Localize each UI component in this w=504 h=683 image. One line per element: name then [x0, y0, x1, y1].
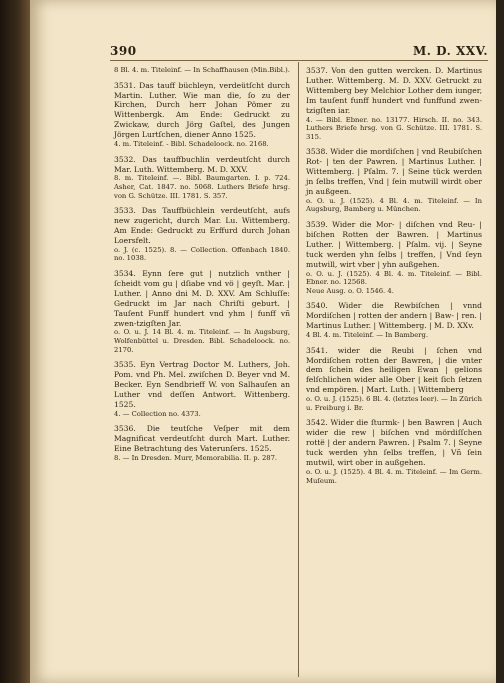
entry-bibliography: 4. m. Titeleinf. - Bibl. Schadeloock. no. 2168.: [114, 140, 269, 149]
entry-title: 3535. Eyn Vertrag Doctor M. Luthers, Joh. Pom. vnd Ph. Mel. zwiſchen D. Beyer vnd M. Becker. Eyn Sendbrieff W. von Salhauſen an Luther vnd deſſen Antwort. Wittenberg. 1525.: [114, 360, 290, 409]
right-column: [306, 66, 482, 491]
entry-title: 3534. Eynn ſere gut | nutzlich vnther | ſcheidt vom gu | dſiabe vnd vö | geyſt. Mar. | Luther. | Anno dni M. D. XXV. Am Schluſſe: Gedruckt im Jar nach Chriſti geburt. | Tauſent Funff hundert vnd yhm | funff vñ zwen-tzigſten Jar.: [114, 269, 290, 328]
entry-title: 3536. Die teutſche Veſper mit dem Magnificat verdeutſcht durch Mart. Luther. Eine Betrachtung des Vaterunſers. 1525.: [114, 424, 290, 454]
entry-bibliography: 8. m. Titeleinf. —. Bibl. Baumgarten. I. p. 724. Asher, Cat. 1847. no. 5068. Luthers Briefe hrsg. von G. Schütze. III. 1781. S. 357.: [114, 174, 290, 200]
header-rule: [110, 60, 488, 61]
entry-bibliography: o. O. u. J. (1525). 4 Bl. 4. m. Titeleinf. — Im Germ. Muſeum.: [306, 467, 482, 485]
entry-title: 3540. Wider die Rewbiſchen | vnnd Mordiſchen | rotten der andern | Baw- | ren. | Martinus Luther. | Wittemberg. | M. D. XXv.: [306, 301, 482, 331]
book-spine: [0, 0, 30, 683]
entry-bibliography: 4 Bl. 4. m. Titeleinf. — In Bamberg.: [306, 331, 428, 340]
entry-3534: [114, 269, 290, 354]
column-divider: [298, 62, 299, 677]
entry-bibliography: o. J. (c. 1525). 8. — Collection. Offenbach 1840. no. 1038.: [114, 245, 290, 263]
entry-3539: [306, 220, 482, 295]
entry-3531: [114, 81, 290, 149]
entry-title: 3537. Von den gutten wercken. D. Martinus Luther. Wittemberg. M. D. XXV. Getruckt zu Wittemberg bey Melchior Lother dem iunger, Im tauſent funff hundert vnd funffund zwen-tzigſten iar.: [306, 66, 482, 115]
entry-title: 3542. Wider die ſturmk- | ben Bawren | Auch wider die rew | biſchen vnd mördiſſchen rottë | der andern Pawren. | Psalm 7. | Seyne tuck werden yhn ſelbs treffen, | Vñ ſein mutwil, wirt ober in außgehen.: [306, 418, 482, 467]
page-number: 390: [110, 44, 137, 58]
entry-3541: [306, 346, 482, 413]
entry-bibliography: 4. — Bibl. Ebner. no. 13177. Hirsch. II. no. 343. Luthers Briefe hrsg. von G. Schütze. III. 1781. S. 315.: [306, 115, 482, 141]
entry-bibliography: 4. — Collection no. 4373.: [114, 409, 201, 418]
entry-3535: [114, 360, 290, 418]
entry-bibliography: o. O. u. J. (1525). 4 Bl. 4. m. Titeleinf. — In Augsburg, Bamberg u. München.: [306, 196, 482, 214]
entry-3533: [114, 206, 290, 263]
entry-3540: [306, 301, 482, 339]
entry-bibliography: 8. — In Dresden. Murr, Memorabilia. II. p. 287.: [114, 454, 278, 463]
book-page: [30, 0, 496, 683]
entry-title: 3538. Wider die mordiſchen | vnd Reubiſchen Rot- | ten der Pawren. | Martinus Luther. | Wittemberg. | Pſalm. 7. | Seine tück werden jn ſelbs treffen, Vnd | ſein mutwill wirdt ober jn außgeen.: [306, 147, 482, 196]
entry-3542: [306, 418, 482, 485]
entry-title: 3532. Das tauffbuchlin verdeutſcht durch Mar. Luth. Wittemberg. M. D. XXV.: [114, 154, 290, 174]
entry-bibliography: o. O. u. J. (1525). 6 Bl. 4. (letztes leer). — In Zürich u. Freiburg i. Br.: [306, 395, 482, 412]
entry-title: 3531. Das tauff büchleyn, verdeütſcht durch Martin. Luther. Wie man die, ſo zu der Kirchen, Durch herr Johan Pömer zu Wittenbergk. Am Ende: Gedruckt zu Zwickaw, durch Jörg Gaſtel, des Jungen Jörgen Lurtſchen, diener Anno 1525.: [114, 80, 290, 140]
entry-3537: [306, 66, 482, 141]
carryover-note: [114, 66, 290, 75]
entry-3538: [306, 147, 482, 214]
entry-3536: [114, 424, 290, 462]
entry-bibliography: o. O. u. J. (1525). 4 Bl. 4. m. Titeleinf. — Bibl. Ebner. no. 12568.: [306, 269, 482, 287]
entry-3532: [114, 155, 290, 201]
running-head: M. D. XXV.: [413, 44, 488, 58]
entry-title: 3533. Das Tauffbüchlein verdeutſcht, aufs new zugericht, durch Mar. Lu. Wittemberg. Am Ende: Gedruckt zu Erffurd durch Johan Loersfelt.: [114, 206, 290, 245]
left-column: [114, 66, 290, 469]
carryover-text: 8 Bl. 4. m. Titeleinf. — In Schaffhausen (Min.Bibl.).: [114, 66, 290, 74]
entry-title: 3541. wider die Reubi | ſchen vnd Mordiſchen rotten der Bawren, | die vnter dem ſchein des heiligen Ewan | gelions felſchlichen wider alle Ober | keit ſich ſetzen vnd empören. | Mart. Luth. | Wittemberg: [306, 345, 482, 395]
entry-bibliography: o. O. u. J. 14 Bl. 4. m. Titeleinf. — In Augsburg, Wolfenbüttel u. Dresden. Bibl. Schadeloock. no. 2170.: [114, 328, 290, 354]
entry-title: 3539. Wider die Mor- | diſchen vnd Reu- | biſchen Rotten der Bawren. | Martinus Luther. | Wittemberg. | Pſalm. vij. | Seyne tuck werden yhn ſelbs | treffen, | Vnd ſeyn mutwill, wirt vber | yhn außgehen.: [306, 220, 482, 269]
entry-note: Neue Ausg. o. O. 1546. 4.: [306, 286, 394, 295]
